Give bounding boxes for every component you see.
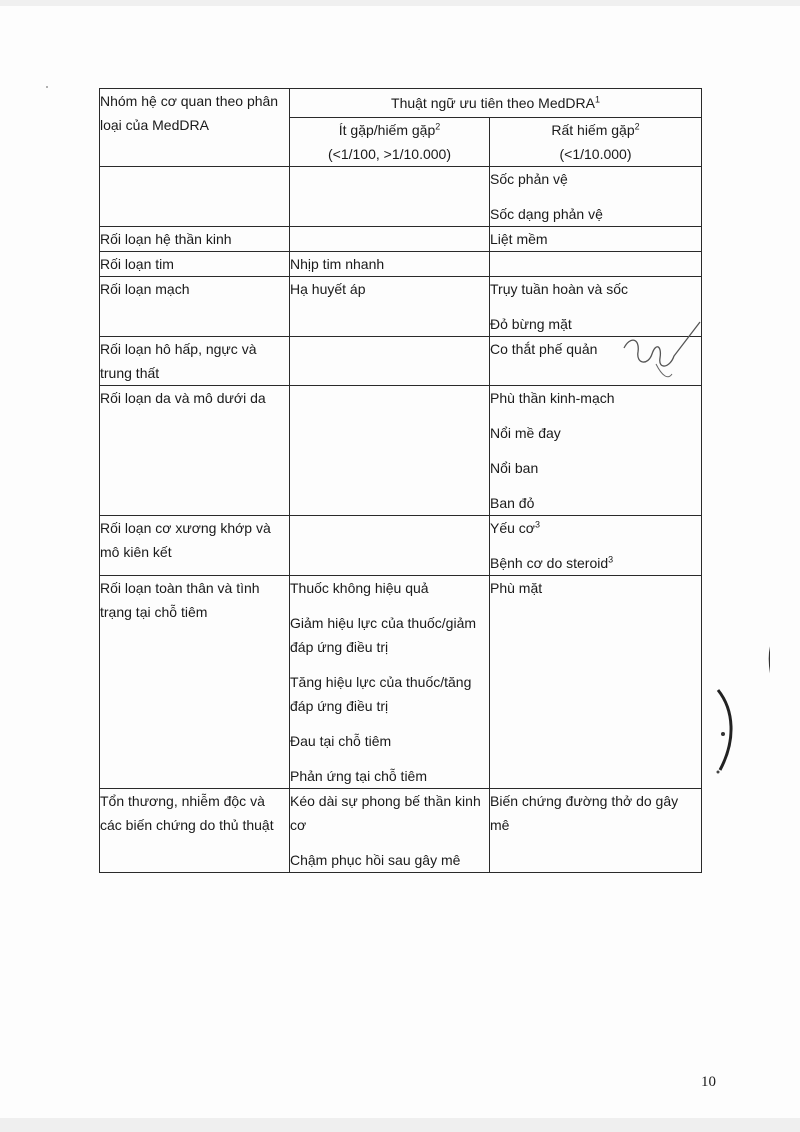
table-row (100, 386, 702, 516)
page-number: 10 (701, 1074, 716, 1090)
uncommon-rare-cell (290, 516, 490, 576)
uncommon-rare-cell (290, 167, 490, 227)
term-item: Phù thần kinh-mạch (490, 390, 615, 406)
uncommon-rare-cell (290, 789, 490, 873)
term-item: Nổi mề đay (490, 425, 561, 441)
footnote-marker: 3 (534, 519, 540, 530)
table-row (100, 167, 702, 227)
system-organ-class-cell: Rối loạn mạch (100, 277, 290, 337)
table-row (100, 789, 702, 873)
system-organ-class-cell: Rối loạn da và mô dưới da (100, 386, 290, 516)
scan-bottom-edge (0, 1118, 800, 1132)
term-item: Hạ huyết áp (290, 281, 366, 297)
term-item: Chậm phục hồi sau gây mê (290, 852, 461, 868)
term-item: Đỏ bừng mặt (490, 316, 572, 332)
very-rare-cell (490, 167, 702, 227)
term-item: Yếu $cơ^3$ (490, 519, 540, 536)
term-item: Biến chứng đường thở do gây mê (490, 793, 679, 833)
term-item: Thuốc không hiệu quả (290, 580, 429, 596)
scan-margin-mark (710, 630, 770, 780)
term-item: Ban đỏ (490, 495, 535, 511)
system-organ-class-cell: Rối loạn tim (100, 252, 290, 277)
term-item: Phù mặt (490, 580, 543, 596)
scan-top-edge (0, 0, 800, 6)
uncommon-rare-cell (290, 252, 490, 277)
term-item: Giảm hiệu lực của thuốc/giảm đáp ứng điều trị (290, 615, 477, 655)
uncommon-rare-cell (290, 576, 490, 789)
handwritten-mark (612, 318, 702, 398)
term-item: Kéo dài sự phong bế thần kinh cơ (290, 793, 481, 833)
term-item: Trụy tuần hoàn và sốc (490, 281, 629, 297)
uncommon-rare-cell (290, 337, 490, 386)
header-system-organ-class: Nhóm hệ cơ quan theo phân loại của MedDRA (100, 89, 290, 167)
term-item: Bệnh cơ do steroid$^3$ (490, 554, 614, 571)
uncommon-rare-cell (290, 386, 490, 516)
table-row (100, 516, 702, 576)
system-organ-class-cell: Rối loạn toàn thân và tình trạng tại chỗ tiêm (100, 576, 290, 789)
term-item: Đau tại chỗ tiêm (290, 733, 392, 749)
term-item: Nhịp tim nhanh (290, 256, 385, 272)
system-organ-class-cell: Rối loạn hệ thần kinh (100, 227, 290, 252)
table-row (100, 227, 702, 252)
uncommon-rare-cell (290, 277, 490, 337)
term-item: Co thắt phế quản (490, 341, 598, 357)
very-rare-cell (490, 789, 702, 873)
table-row (100, 252, 702, 277)
system-organ-class-cell: Tổn thương, nhiễm độc và các biến chứng do thủ thuật (100, 789, 290, 873)
system-organ-class-cell: Rối loạn cơ xương khớp và mô kiên kết (100, 516, 290, 576)
term-item: Tăng hiệu lực của thuốc/tăng đáp ứng điều trị (290, 674, 472, 714)
term-item: Phản ứng tại chỗ tiêm (290, 768, 428, 784)
footnote-marker: 3 (608, 554, 614, 565)
header-preferred-terms: Thuật ngữ ưu tiên theo MedDRA$^1$ (290, 89, 702, 118)
term-item: Sốc dạng phản vệ (490, 206, 603, 222)
very-rare-cell (490, 252, 702, 277)
system-organ-class-cell (100, 167, 290, 227)
term-item: Sốc phản vệ (490, 171, 568, 187)
very-rare-cell (490, 227, 702, 252)
very-rare-cell (490, 576, 702, 789)
header-uncommon-rare: Ít gặp/hiếm gặp$^2$ (<1/100, >1/10.000) (290, 118, 490, 167)
table-row (100, 576, 702, 789)
very-rare-cell (490, 516, 702, 576)
very-rare-cell (490, 386, 702, 516)
term-item: Nổi ban (490, 460, 539, 476)
table-body (100, 167, 702, 873)
adverse-reactions-table (99, 88, 702, 873)
header-very-rare: Rất hiếm gặp$^2$ (<1/10.000) (490, 118, 702, 167)
table-header-row (100, 89, 702, 118)
scan-speck (46, 86, 48, 88)
system-organ-class-cell: Rối loạn hô hấp, ngực và trung thất (100, 337, 290, 386)
uncommon-rare-cell (290, 227, 490, 252)
term-item: Liệt mềm (490, 231, 548, 247)
